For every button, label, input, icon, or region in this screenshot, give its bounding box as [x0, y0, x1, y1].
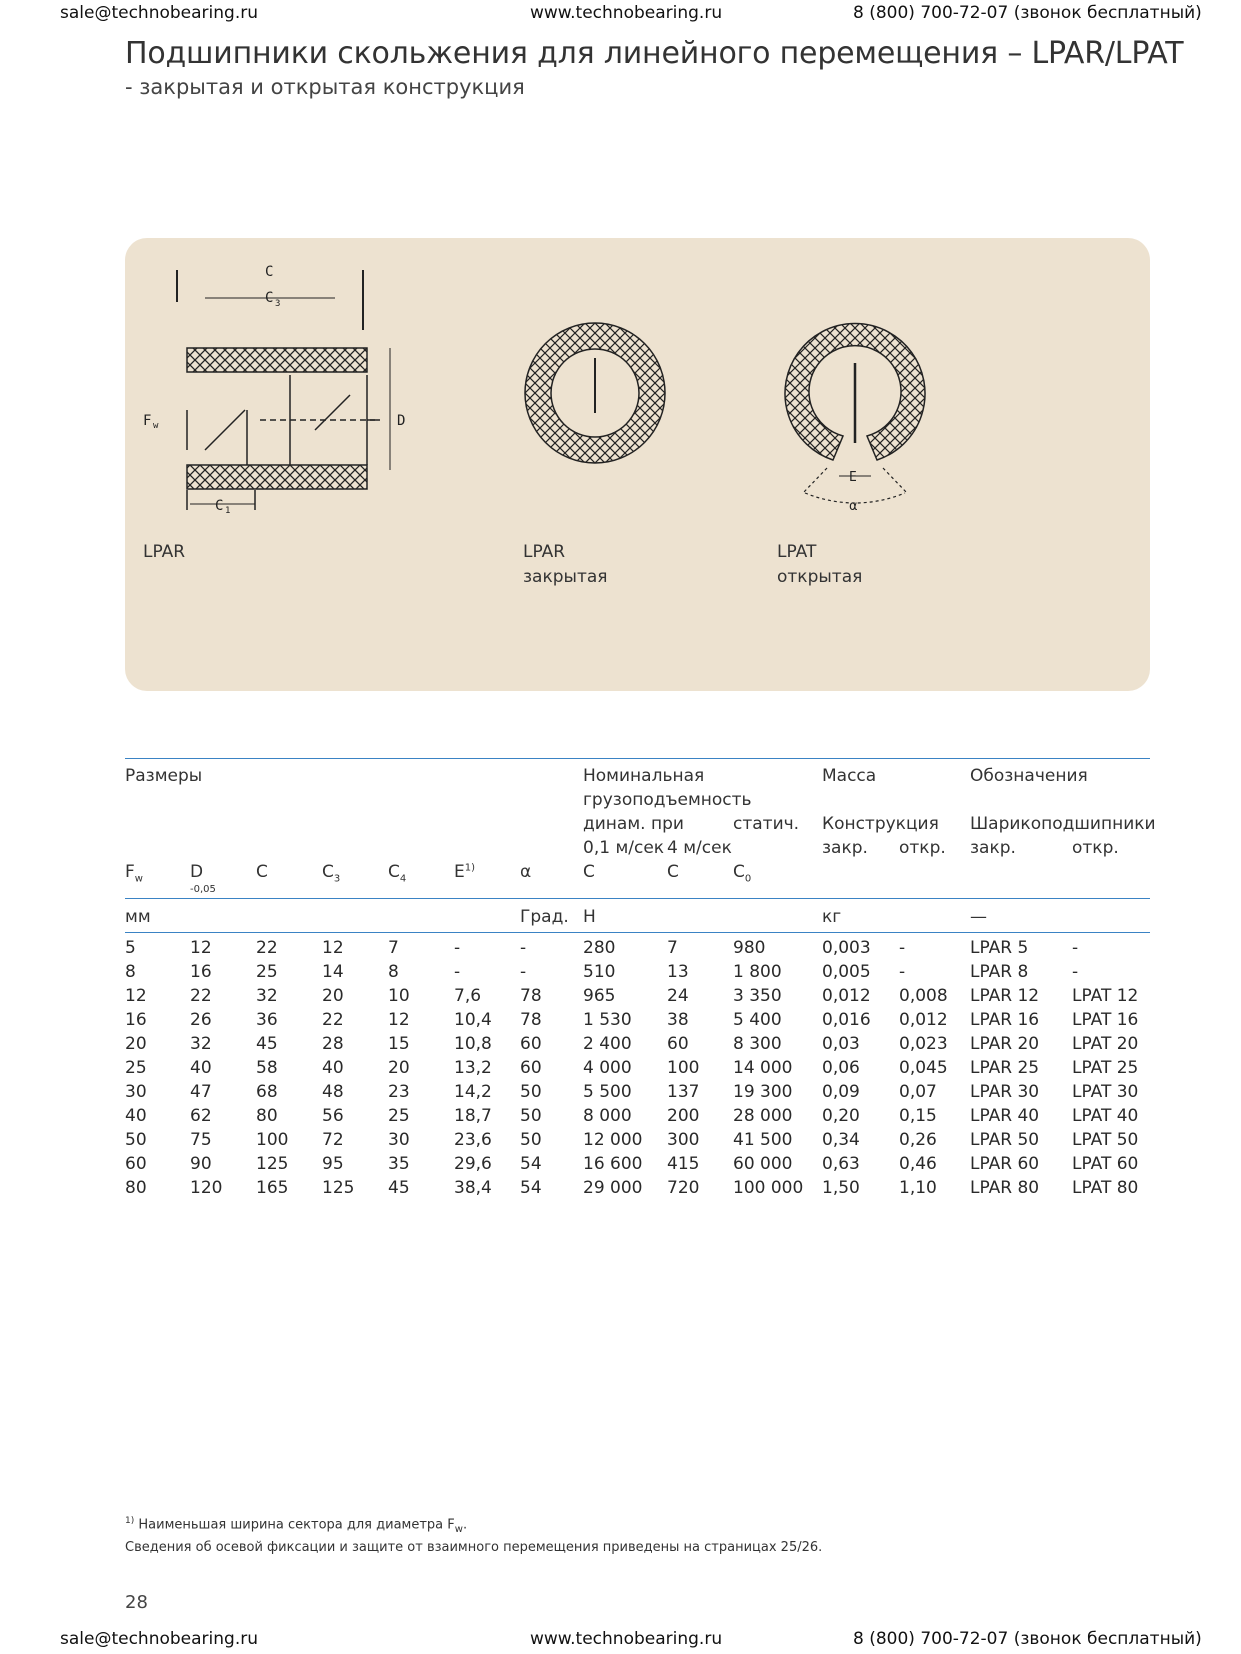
table-cell: 72	[322, 1130, 344, 1150]
table-cell: 100 000	[733, 1178, 804, 1198]
table-cell: 23,6	[454, 1130, 492, 1150]
table-cell: 0,016	[822, 1010, 871, 1030]
table-cell: 22	[322, 1010, 344, 1030]
table-cell: LPAR 50	[970, 1130, 1040, 1150]
table-cell: 54	[520, 1154, 542, 1174]
table-cell: 32	[256, 986, 278, 1006]
header-des-closed: закр.	[970, 838, 1016, 858]
table-cell: 5 400	[733, 1010, 782, 1030]
table-cell: 0,012	[822, 986, 871, 1006]
label-C1-sub: 1	[225, 506, 231, 516]
symbol-alpha: α	[520, 862, 532, 882]
unit-load: Н	[583, 907, 596, 927]
table-cell: 90	[190, 1154, 212, 1174]
symbol-C0: $C_0$	[733, 862, 752, 885]
table-cell: 19 300	[733, 1082, 793, 1102]
unit-dims: мм	[125, 907, 151, 927]
page-number: 28	[125, 1592, 148, 1613]
symbol-D-tolerance: -0,05	[190, 884, 216, 895]
table-cell: 10,4	[454, 1010, 492, 1030]
table-cell: 80	[256, 1106, 278, 1126]
table-cell: 80	[125, 1178, 147, 1198]
figure-panel	[125, 238, 1150, 691]
table-cell: 78	[520, 1010, 542, 1030]
table-cell: 60	[125, 1154, 147, 1174]
caption-lpat-open	[777, 540, 862, 590]
table-cell: 14	[322, 962, 344, 982]
table-cell: LPAT 12	[1072, 986, 1139, 1006]
table-cell: 14,2	[454, 1082, 492, 1102]
label-Fw-sub: w	[153, 421, 159, 431]
header-construction: Конструкция	[822, 814, 939, 834]
table-cell: 125	[322, 1178, 355, 1198]
label-C1: C	[215, 498, 224, 514]
label-D: D	[397, 413, 406, 429]
table-cell: 280	[583, 938, 616, 958]
table-cell: 40	[322, 1058, 344, 1078]
table-cell: 0,045	[899, 1058, 948, 1078]
caption-line2: закрытая	[523, 567, 608, 587]
label-C: C	[265, 264, 274, 280]
table-cell: -	[899, 938, 906, 958]
symbol-C-dyn2: C	[667, 862, 679, 882]
table-cell: 25	[125, 1058, 147, 1078]
table-cell: 47	[190, 1082, 212, 1102]
table-cell: 0,20	[822, 1106, 860, 1126]
table-cell: 28	[322, 1034, 344, 1054]
table-cell: 0,03	[822, 1034, 860, 1054]
table-cell: 24	[667, 986, 689, 1006]
table-cell: 35	[388, 1154, 410, 1174]
table-cell: -	[1072, 938, 1079, 958]
table-cell: 0,003	[822, 938, 871, 958]
header-dimensions: Размеры	[125, 766, 203, 786]
table-cell: 3 350	[733, 986, 782, 1006]
table-cell: LPAR 20	[970, 1034, 1040, 1054]
table-cell: 0,15	[899, 1106, 937, 1126]
header-speed2: 4 м/сек	[667, 838, 732, 858]
table-cell: LPAR 5	[970, 938, 1029, 958]
table-cell: 4 000	[583, 1058, 632, 1078]
footnote-1: $^{1)}$ Наименьшая ширина сектора для диаметра $F_w$.	[125, 1516, 468, 1535]
table-cell: -	[454, 938, 461, 958]
section-drawing	[135, 260, 425, 516]
table-cell: LPAT 40	[1072, 1106, 1139, 1126]
table-cell: 18,7	[454, 1106, 492, 1126]
caption-lpar-closed	[523, 540, 608, 590]
table-cell: LPAR 30	[970, 1082, 1040, 1102]
table-cell: 38	[667, 1010, 689, 1030]
table-cell: 1,10	[899, 1178, 937, 1198]
table-cell: 22	[190, 986, 212, 1006]
label-C3: C	[265, 290, 274, 306]
table-cell: 1 800	[733, 962, 782, 982]
table-cell: -	[454, 962, 461, 982]
table-cell: 29,6	[454, 1154, 492, 1174]
table-cell: 120	[190, 1178, 223, 1198]
page-footer	[0, 1626, 1241, 1654]
header-site[interactable]: www.technobearing.ru	[530, 3, 723, 23]
table-cell: -	[520, 962, 527, 982]
caption-lpar-section	[143, 540, 185, 565]
footer-site[interactable]: www.technobearing.ru	[530, 1629, 723, 1649]
table-cell: LPAT 50	[1072, 1130, 1139, 1150]
caption-line2: открытая	[777, 567, 863, 587]
footnotes	[125, 1512, 822, 1557]
header-dyn-at: динам. при	[583, 814, 684, 834]
table-cell: 68	[256, 1082, 278, 1102]
table-cell: 0,012	[899, 1010, 948, 1030]
table-cell: -	[1072, 962, 1079, 982]
header-email[interactable]: sale@technobearing.ru	[60, 3, 258, 23]
header-mass-open: откр.	[899, 838, 946, 858]
table-cell: 54	[520, 1178, 542, 1198]
table-cell: 30	[125, 1082, 147, 1102]
label-E: E	[849, 470, 857, 485]
table-cell: LPAT 60	[1072, 1154, 1139, 1174]
table-units-rule	[125, 932, 1150, 933]
table-cell: 60 000	[733, 1154, 793, 1174]
table-cell: LPAR 8	[970, 962, 1029, 982]
footer-phone[interactable]: 8 (800) 700-72-07 (звонок бесплатный)	[853, 1629, 1202, 1649]
table-cell: 8	[388, 962, 399, 982]
header-des-open: откр.	[1072, 838, 1119, 858]
table-cell: 10	[388, 986, 410, 1006]
table-cell: 62	[190, 1106, 212, 1126]
table-cell: 8 000	[583, 1106, 632, 1126]
table-cell: 29 000	[583, 1178, 643, 1198]
table-cell: 60	[667, 1034, 689, 1054]
caption-line1: LPAT	[777, 542, 817, 562]
table-cell: 7	[388, 938, 399, 958]
table-cell: 15	[388, 1034, 410, 1054]
table-cell: 16	[125, 1010, 147, 1030]
table-top-rule	[125, 758, 1150, 759]
table-cell: LPAT 25	[1072, 1058, 1139, 1078]
table-cell: 12	[190, 938, 212, 958]
table-cell: 60	[520, 1058, 542, 1078]
table-cell: 41 500	[733, 1130, 793, 1150]
page-title: Подшипники скольжения для линейного перемещения – LPAR/LPAT	[125, 36, 1184, 71]
table-cell: 16	[190, 962, 212, 982]
table-cell: 100	[256, 1130, 289, 1150]
table-cell: 965	[583, 986, 616, 1006]
table-cell: 50	[520, 1130, 542, 1150]
table-cell: 720	[667, 1178, 700, 1198]
closed-ring-drawing	[520, 318, 670, 468]
table-cell: 40	[125, 1106, 147, 1126]
table-cell: 0,06	[822, 1058, 860, 1078]
header-load-line2: грузоподъемность	[583, 790, 752, 810]
table-cell: 0,023	[899, 1034, 948, 1054]
table-cell: 40	[190, 1058, 212, 1078]
symbol-Fw: $F_w$	[125, 862, 143, 885]
table-cell: 2 400	[583, 1034, 632, 1054]
table-cell: 1 530	[583, 1010, 632, 1030]
table-cell: 38,4	[454, 1178, 492, 1198]
table-cell: 5 500	[583, 1082, 632, 1102]
header-stat: статич.	[733, 814, 800, 834]
header-phone[interactable]: 8 (800) 700-72-07 (звонок бесплатный)	[853, 3, 1202, 23]
header-speed1: 0,1 м/сек	[583, 838, 665, 858]
page-header	[0, 0, 1241, 28]
table-cell: LPAR 40	[970, 1106, 1040, 1126]
open-ring-drawing	[775, 318, 935, 518]
table-cell: 12	[322, 938, 344, 958]
table-cell: LPAR 60	[970, 1154, 1040, 1174]
table-cell: 25	[388, 1106, 410, 1126]
label-C3-sub: 3	[275, 299, 281, 309]
table-cell: 7,6	[454, 986, 482, 1006]
table-cell: 20	[322, 986, 344, 1006]
table-cell: 510	[583, 962, 616, 982]
table-cell: 100	[667, 1058, 700, 1078]
table-cell: -	[899, 962, 906, 982]
table-cell: 0,63	[822, 1154, 860, 1174]
table-cell: 50	[125, 1130, 147, 1150]
table-cell: 0,008	[899, 986, 948, 1006]
table-cell: 10,8	[454, 1034, 492, 1054]
unit-designation: —	[970, 907, 987, 927]
caption-line1: LPAR	[143, 542, 186, 562]
table-cell: LPAT 30	[1072, 1082, 1139, 1102]
table-cell: 23	[388, 1082, 410, 1102]
unit-angle: Град.	[520, 907, 569, 927]
table-cell: 28 000	[733, 1106, 793, 1126]
table-cell: 0,005	[822, 962, 871, 982]
header-designation: Обозначения	[970, 766, 1088, 786]
table-cell: 60	[520, 1034, 542, 1054]
table-cell: -	[520, 938, 527, 958]
page-subtitle: - закрытая и открытая конструкция	[125, 75, 525, 99]
table-cell: 7	[667, 938, 678, 958]
table-cell: LPAT 80	[1072, 1178, 1139, 1198]
symbol-C: C	[256, 862, 268, 882]
header-mass-closed: закр.	[822, 838, 868, 858]
table-cell: 78	[520, 986, 542, 1006]
table-cell: 26	[190, 1010, 212, 1030]
table-cell: 50	[520, 1106, 542, 1126]
table-cell: 95	[322, 1154, 344, 1174]
table-cell: 45	[256, 1034, 278, 1054]
table-cell: 0,46	[899, 1154, 937, 1174]
table-cell: 12 000	[583, 1130, 643, 1150]
table-cell: 20	[388, 1058, 410, 1078]
label-Fw: F	[143, 413, 152, 429]
table-cell: 12	[388, 1010, 410, 1030]
table-cell: 980	[733, 938, 766, 958]
table-cell: LPAR 16	[970, 1010, 1040, 1030]
symbol-C-dyn1: C	[583, 862, 595, 882]
symbol-E: $E^{1)}$	[454, 862, 476, 882]
table-cell: 415	[667, 1154, 700, 1174]
table-cell: 36	[256, 1010, 278, 1030]
table-cell: LPAR 12	[970, 986, 1040, 1006]
table-cell: 20	[125, 1034, 147, 1054]
table-cell: 125	[256, 1154, 289, 1174]
table-cell: LPAT 16	[1072, 1010, 1139, 1030]
table-cell: 137	[667, 1082, 700, 1102]
footer-email[interactable]: sale@technobearing.ru	[60, 1629, 258, 1649]
table-cell: 8 300	[733, 1034, 782, 1054]
table-cell: 0,09	[822, 1082, 860, 1102]
caption-line1: LPAR	[523, 542, 566, 562]
table-cell: 48	[322, 1082, 344, 1102]
table-cell: 50	[520, 1082, 542, 1102]
table-cell: 200	[667, 1106, 700, 1126]
table-cell: 25	[256, 962, 278, 982]
header-bearings: Шарикоподшипники	[970, 814, 1156, 834]
table-cell: 165	[256, 1178, 289, 1198]
table-cell: 13,2	[454, 1058, 492, 1078]
header-load-line1: Номинальная	[583, 766, 705, 786]
symbol-D: D	[190, 862, 204, 882]
table-cell: LPAR 25	[970, 1058, 1040, 1078]
unit-mass: кг	[822, 907, 842, 927]
table-cell: 14 000	[733, 1058, 793, 1078]
table-cell: 58	[256, 1058, 278, 1078]
table-cell: 75	[190, 1130, 212, 1150]
table-cell: 30	[388, 1130, 410, 1150]
table-cell: 13	[667, 962, 689, 982]
table-cell: 0,26	[899, 1130, 937, 1150]
table-cell: 1,50	[822, 1178, 860, 1198]
table-cell: 32	[190, 1034, 212, 1054]
table-cell: LPAT 20	[1072, 1034, 1139, 1054]
table-cell: 0,34	[822, 1130, 860, 1150]
header-mass: Масса	[822, 766, 877, 786]
table-cell: 22	[256, 938, 278, 958]
table-cell: 56	[322, 1106, 344, 1126]
table-cell: 12	[125, 986, 147, 1006]
table-cell: 8	[125, 962, 136, 982]
table-cell: 300	[667, 1130, 700, 1150]
table-cell: 0,07	[899, 1082, 937, 1102]
table-cell: 45	[388, 1178, 410, 1198]
table-cell: 16 600	[583, 1154, 643, 1174]
symbol-C4: $C_4$	[388, 862, 407, 885]
label-alpha: α	[849, 499, 858, 514]
footnote-2: Сведения об осевой фиксации и защите от взаимного перемещения приведены на страницах 25/26.	[125, 1539, 823, 1555]
table-cell: 5	[125, 938, 136, 958]
symbol-C3: $C_3$	[322, 862, 341, 885]
table-header-rule	[125, 898, 1150, 899]
table-cell: LPAR 80	[970, 1178, 1040, 1198]
